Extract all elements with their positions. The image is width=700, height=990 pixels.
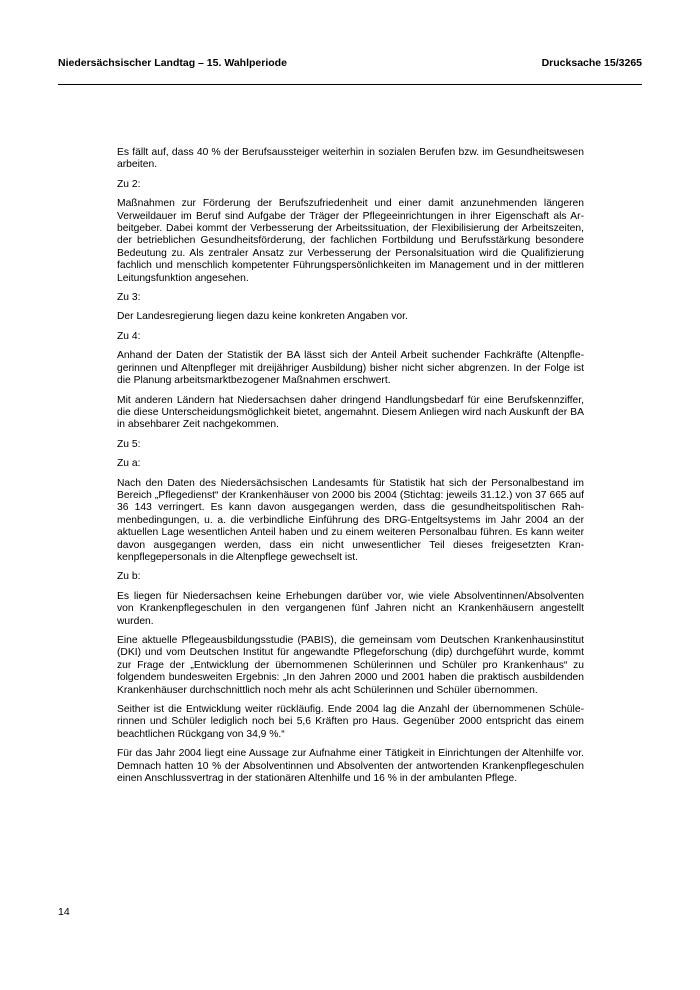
header-document-number: Drucksache 15/3265 <box>541 57 642 69</box>
paragraph: Für das Jahr 2004 liegt eine Aussage zur Aufnahme einer Tätigkeit in Einrichtungen der Altenhilfe vor. Demnach hatten 10 % der Absolventinnen und Absolventen der antwortenden Krankenpflegeschulen einen Anschlussvertrag in der stationären Altenhilfe und 16 % in der ambulanten Pflege. <box>117 748 584 785</box>
section-heading: Zu 5: <box>117 438 141 450</box>
paragraph: Maßnahmen zur Förderung der Berufszufriedenheit und einer damit anzunehmenden längeren Verweildauer im Beruf sind Aufgabe der Träger der Pflegeeinrichtungen in ihrer Eigenschaft als Arbeitgeber. Dabei kommt der Verbesserung der Arbeitssituation, der Flexibilisierung der Arbeitszeiten, der betrieblichen Gesundheitsförderung, der fachlichen Fortbildung und Berufsstärkung besondere Bedeutung zu. Als zentraler Ansatz zur Verbesserung der Personalsituation wird die Qualifizierung fachlich und menschlich kompetenter Führungspersönlichkeiten im Management und in der mittleren Leitungsfunktion angesehen. <box>117 198 584 284</box>
section-heading: Zu a: <box>117 458 141 470</box>
section-heading: Zu 4: <box>117 330 141 342</box>
header-title: Niedersächsischer Landtag – 15. Wahlperiode <box>58 57 287 69</box>
paragraph: Es liegen für Niedersachsen keine Erhebungen darüber vor, wie viele Absolventinnen/Absolventen von Krankenpflegeschulen in den vergangenen fünf Jahren nicht an Krankenhäusern angestellt wurden. <box>117 590 584 627</box>
paragraph: Mit anderen Ländern hat Niedersachsen daher dringend Handlungsbedarf für eine Berufskennziffer, die diese Unterscheidungsmöglichkeit bietet, angemahnt. Diesem Anliegen wird nach Auskunft der BA in absehbarer Zeit nachgekommen. <box>117 394 584 431</box>
paragraph: Nach den Daten des Niedersächsischen Landesamts für Statistik hat sich der Personalbestand im Bereich „Pflegedienst“ der Krankenhäuser von 2000 bis 2004 (Stichtag: jeweils 31.12.) von 37 665 auf 36 143 verringert. Es kann davon ausgegangen werden, dass die gesundheitspolitischen Rahmenbedingungen, u. a. die verbindliche Einführung des DRG-Entgeltsystems im Jahr 2004 an der aktuellen Lage wesentlichen Anteil haben und zu einem weiteren Personalbau führen. Es kann weiter davon ausgegangen werden, dass ein nicht unwesentlicher Teil dieses freigesetzten Krankenpflegepersonals in die Altenpflege gewechselt ist. <box>117 477 584 563</box>
page-number: 14 <box>58 906 70 918</box>
section-heading: Zu 2: <box>117 178 141 190</box>
section-heading: Zu b: <box>117 571 141 583</box>
document-body <box>117 147 584 792</box>
paragraph: Es fällt auf, dass 40 % der Berufsaussteiger weiterhin in sozialen Berufen bzw. im Gesundheitswesen arbeiten. <box>117 147 584 171</box>
paragraph: Der Landesregierung liegen dazu keine konkreten Angaben vor. <box>117 311 408 323</box>
section-heading: Zu 3: <box>117 292 141 304</box>
header-divider <box>58 84 642 85</box>
paragraph: Eine aktuelle Pflegeausbildungsstudie (PABIS), die gemeinsam vom Deutschen Krankenhausinstitut (DKI) und vom Deutschen Institut für angewandte Pflegeforschung (dip) durchgeführt wurde, kommt zur Frage der „Entwicklung der übernommenen Schülerinnen und Schüler pro Krankenhaus“ zu folgendem bundesweiten Ergebnis: „In den Jahren 2000 und 2001 haben die praktisch ausbildenden Krankenhäuser durchschnittlich noch mehr als acht Schülerinnen und Schüler übernommen. <box>117 635 584 696</box>
paragraph: Seither ist die Entwicklung weiter rückläufig. Ende 2004 lag die Anzahl der übernommenen Schülerinnen und Schüler lediglich noch bei 5,6 Kräften pro Haus. Gegenüber 2000 entspricht das einem beachtlichen Rückgang von 34,9 %.“ <box>117 704 584 740</box>
paragraph: Anhand der Daten der Statistik der BA lässt sich der Anteil Arbeit suchender Fachkräfte (Altenpflegerinnen und Altenpfleger mit dreijähriger Ausbildung) bisher nicht sicher abgrenzen. In der Folge ist die Planung arbeitsmarktbezogener Maßnahmen erschwert. <box>117 350 584 387</box>
